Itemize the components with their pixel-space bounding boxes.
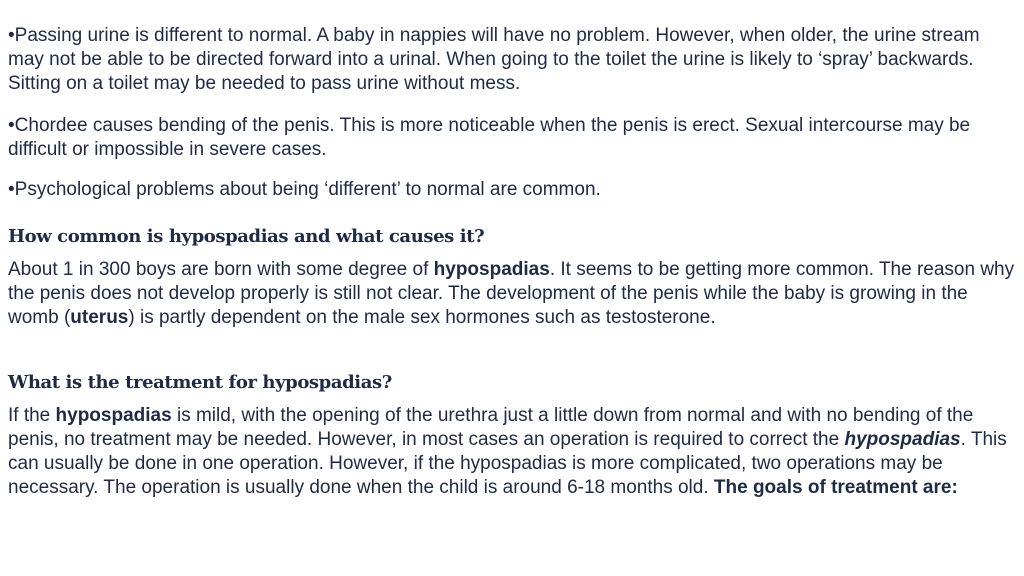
bold-term-hypospadias: hypospadias (433, 259, 550, 280)
bold-goals-of-treatment: The goals of treatment are: (713, 477, 958, 498)
text-segment: ) is partly dependent on the male sex hormones such as testosterone. (128, 307, 716, 328)
text-segment: . This can usually be done in one operation. However, if the hypospadias is more complicated, two operations may be necessary. The operation is usually done when the child is around 6-18 months old. (8, 429, 1007, 498)
paragraph-how-common (8, 258, 1016, 330)
bold-term-uterus: uterus (70, 307, 129, 328)
bullet-chordee: •Chordee causes bending of the penis. This is more noticeable when the penis is erect. Sexual intercourse may be difficult or impossible in severe cases. (8, 115, 971, 160)
bullet-psychological: •Psychological problems about being ‘different’ to normal are common. (8, 179, 601, 200)
text-segment: . It seems to be getting more common. The reason why the penis does not develop properly is still not clear. The development of the penis while the baby is growing in the womb ( (8, 259, 1015, 328)
bold-italic-term-hypospadias: hypospadias (844, 429, 961, 450)
text-segment: If the (8, 405, 56, 426)
heading-treatment: What is the treatment for hypospadias? (8, 372, 392, 393)
heading-how-common: How common is hypospadias and what causes it? (8, 226, 485, 247)
text-segment: is mild, with the opening of the urethra just a little down from normal and with no bending of the penis, no treatment may be needed. However, in most cases an operation is required to correct the (8, 405, 974, 450)
bullet-passing-urine: •Passing urine is different to normal. A baby in nappies will have no problem. However, when older, the urine stream may not be able to be directed forward into a urinal. When going to the toilet the urine is likely to ‘spray’ backwards. Sitting on a toilet may be needed to pass urine without mess. (8, 25, 980, 94)
paragraph-treatment (8, 404, 1016, 500)
bold-term-hypospadias: hypospadias (55, 405, 172, 426)
text-segment: About 1 in 300 boys are born with some degree of (8, 259, 434, 280)
